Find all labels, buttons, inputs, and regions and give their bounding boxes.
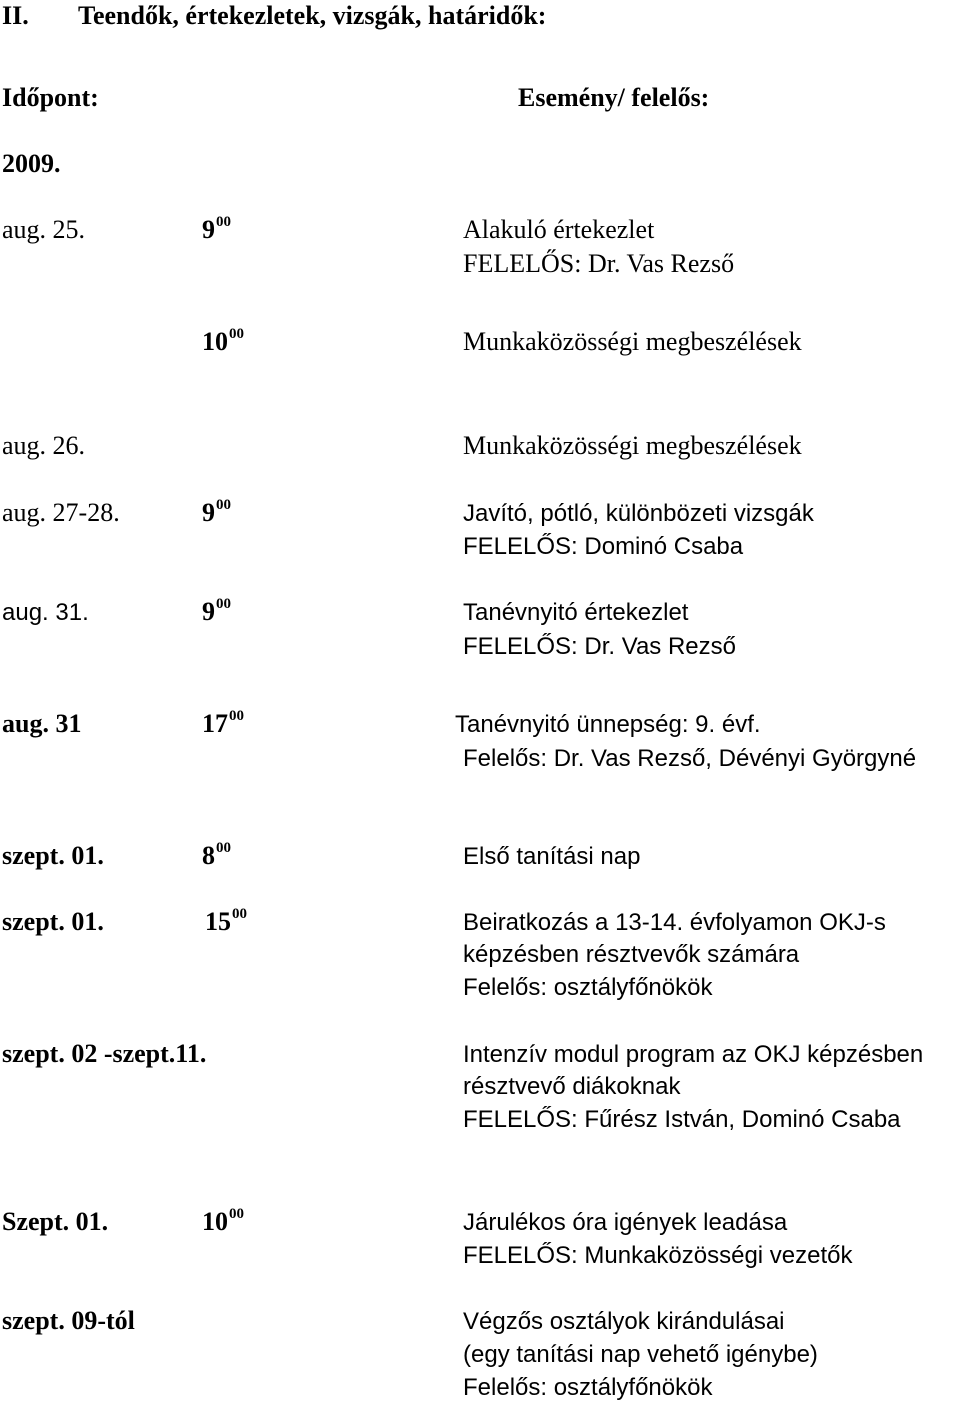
row-event-line: résztvevő diákoknak [463,1073,681,1100]
row-time: $15^{00}$ [205,906,247,936]
row-date: aug. 25. [2,215,86,244]
row-event-line: Intenzív modul program az OKJ képzésben [463,1041,924,1068]
row-time: $8^{00}$ [202,840,231,870]
row-date: aug. 31 [2,709,82,738]
row-date: szept. 02 -szept.11. [2,1039,207,1068]
row-event-line: Végzős osztályok kirándulásai [463,1308,785,1335]
row-date: szept. 01. [2,841,104,870]
row-date: szept. 09-tól [2,1306,135,1335]
header-event: Esemény/ felelős: [518,83,710,112]
row-time: $9^{00}$ [202,214,231,244]
row-time: $9^{00}$ [202,596,231,626]
row-event-line: Tanévnyitó ünnepség: 9. évf. [455,711,761,738]
row-event-line: képzésben résztvevők számára [463,941,800,968]
row-date: aug. 31. [2,599,89,626]
row-date: aug. 26. [2,431,86,460]
row-event-line: (egy tanítási nap vehető igénybe) [463,1341,818,1368]
row-time: $10^{00}$ [202,326,244,356]
section-number: II. [2,1,29,30]
row-event-line: Felelős: osztályfőnökök [463,974,713,1001]
row-event-line: FELELŐS: Munkaközösségi vezetők [463,1242,853,1269]
row-event-line: Javító, pótló, különbözeti vizsgák [463,500,814,527]
row-time: $10^{00}$ [202,1206,244,1236]
row-event-line: Tanévnyitó értekezlet [463,599,689,626]
row-event-line: FELELŐS: Fűrész István, Dominó Csaba [463,1106,901,1133]
row-date: aug. 27-28. [2,498,120,527]
row-event-line: Felelős: Dr. Vas Rezső, Dévényi Györgyné [463,745,917,772]
row-event-line: FELELŐS: Dominó Csaba [463,533,744,560]
row-event-line: FELELŐS: Dr. Vas Rezső [463,633,736,660]
row-event-line: Alakuló értekezlet [463,215,655,244]
row-event-line: FELELŐS: Dr. Vas Rezső [463,249,735,278]
row-event-line: Beiratkozás a 13-14. évfolyamon OKJ-s [463,909,886,936]
section-title: Teendők, értekezletek, vizsgák, határidők: [78,1,547,30]
row-event-line: Munkaközösségi megbeszélések [463,431,802,460]
header-date: Időpont: [2,83,99,112]
row-time: $9^{00}$ [202,497,231,527]
row-event-line: Felelős: osztályfőnökök [463,1374,713,1401]
row-time: $17^{00}$ [202,708,244,738]
year-label: 2009. [2,149,61,178]
row-event-line: Első tanítási nap [463,843,641,870]
row-event-line: Járulékos óra igények leadása [463,1209,788,1236]
row-date: Szept. 01. [2,1207,109,1236]
row-date: szept. 01. [2,907,104,936]
row-event-line: Munkaközösségi megbeszélések [463,327,802,356]
